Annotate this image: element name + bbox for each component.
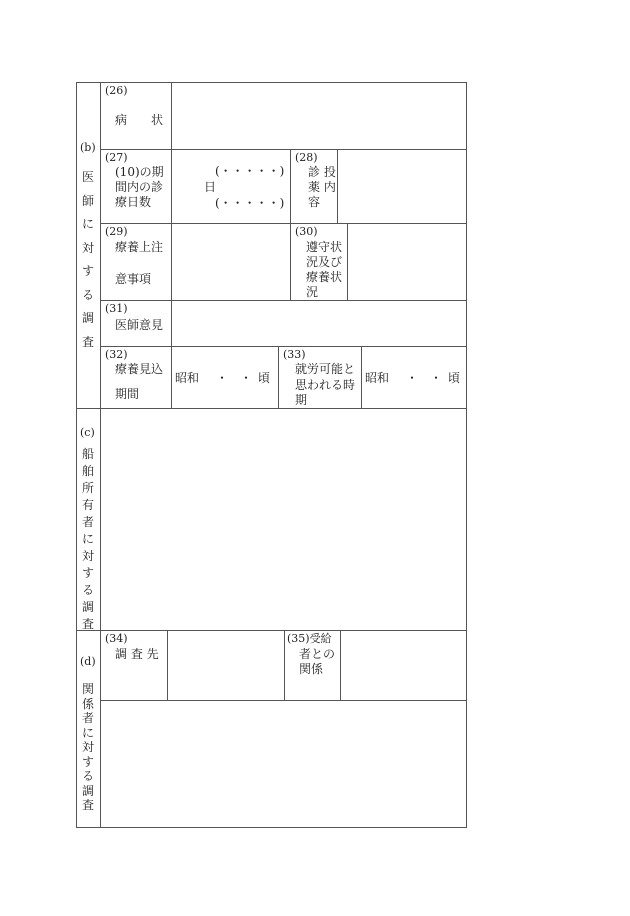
- field-34-input[interactable]: [167, 630, 285, 701]
- section-c-title: 船舶所有者に対する調査: [81, 447, 94, 631]
- field-32-title-2: 期間: [115, 387, 140, 401]
- section-c-cell: [76, 408, 101, 631]
- field-26-input[interactable]: [171, 82, 467, 150]
- field-27-date-to: (・・・・・): [215, 196, 285, 210]
- field-30-title-2: 況及び: [306, 255, 343, 269]
- field-29-input[interactable]: [171, 223, 291, 301]
- field-26-label: [100, 82, 172, 150]
- field-30-input[interactable]: [347, 223, 467, 301]
- field-27-title-3: 療日数: [115, 195, 152, 209]
- field-32-number: (32): [105, 348, 128, 361]
- field-34-number: (34): [105, 632, 128, 645]
- field-27-day-unit: 日: [204, 180, 217, 194]
- field-30-title-4: 況: [306, 285, 319, 299]
- field-33-number: (33): [283, 348, 306, 361]
- field-34-label: [100, 630, 168, 701]
- field-33-label: [278, 346, 362, 409]
- field-33-title-2: 思われる時: [295, 378, 356, 392]
- field-35-label: [284, 630, 341, 701]
- field-31-input[interactable]: [171, 300, 467, 347]
- field-32-suffix: 頃: [258, 371, 271, 385]
- field-27-title-2: 間内の診: [115, 180, 164, 194]
- field-27-label: [100, 149, 172, 224]
- section-c-input[interactable]: [100, 408, 467, 631]
- field-32-era: 昭和: [175, 371, 200, 385]
- field-32-input[interactable]: [171, 346, 279, 409]
- field-33-title-1: 就労可能と: [295, 362, 356, 376]
- field-30-title-1: 遵守状: [306, 240, 343, 254]
- section-d-input[interactable]: [100, 700, 467, 828]
- field-32-date-dots: ・ ・: [216, 371, 253, 385]
- section-d-cell: [76, 630, 101, 828]
- field-31-title: 医師意見: [115, 318, 164, 332]
- field-27-input[interactable]: [171, 149, 291, 224]
- field-30-label: [290, 223, 348, 301]
- field-28-title-3: 容: [308, 195, 321, 209]
- field-32-title-1: 療養見込: [115, 362, 164, 376]
- field-35-title-2: 関係: [299, 662, 324, 676]
- field-28-title-2: 薬 内: [308, 180, 336, 194]
- section-b-title: 医師に対する調査: [81, 170, 94, 349]
- field-33-suffix: 頃: [448, 371, 461, 385]
- field-28-title-1: 診 投: [308, 165, 336, 179]
- field-33-title-3: 期: [295, 393, 308, 407]
- field-31-number: (31): [105, 302, 128, 315]
- field-34-title: 調 査 先: [115, 647, 159, 661]
- section-b-cell: [76, 82, 101, 409]
- section-d-code: (d): [80, 655, 96, 668]
- field-33-input[interactable]: [361, 346, 467, 409]
- field-32-label: [100, 346, 172, 409]
- field-28-input[interactable]: [337, 149, 467, 224]
- field-27-date-from: (・・・・・): [215, 164, 285, 178]
- field-30-title-3: 療養状: [306, 270, 343, 284]
- field-33-date-dots: ・ ・: [406, 371, 443, 385]
- field-33-era: 昭和: [365, 371, 390, 385]
- field-29-label: [100, 223, 172, 301]
- field-29-title-1: 療養上注: [115, 240, 164, 254]
- field-30-number: (30): [295, 225, 318, 238]
- field-27-number: (27): [105, 151, 128, 164]
- section-d-title: 関係者に対する調査: [81, 682, 94, 812]
- field-29-title-2: 意事項: [115, 272, 152, 286]
- field-28-label: [290, 149, 338, 224]
- field-27-title-1: (10)の期: [115, 165, 164, 179]
- section-c-code: (c): [80, 426, 95, 439]
- field-29-number: (29): [105, 225, 128, 238]
- field-28-number: (28): [295, 151, 318, 164]
- field-26-title: 病 状: [115, 113, 164, 127]
- field-35-number: (35)受給: [287, 632, 332, 645]
- field-35-input[interactable]: [340, 630, 467, 701]
- section-b-code: (b): [80, 141, 96, 154]
- field-31-label: [100, 300, 172, 347]
- field-26-number: (26): [105, 84, 128, 97]
- field-35-title-1: 者との: [299, 647, 336, 661]
